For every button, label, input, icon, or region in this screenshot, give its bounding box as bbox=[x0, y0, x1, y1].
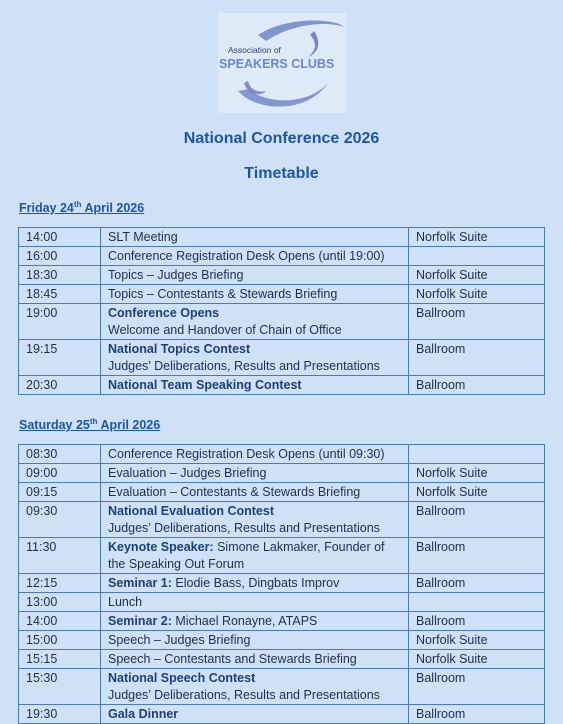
event-cell bbox=[101, 612, 409, 631]
venue-cell: Norfolk Suite bbox=[409, 285, 545, 304]
table-row bbox=[19, 445, 545, 464]
table-row bbox=[19, 266, 545, 285]
event-cell bbox=[101, 574, 409, 593]
schedule-table-saturday bbox=[18, 444, 545, 724]
table-row bbox=[19, 340, 545, 376]
page-title: National Conference 2026 bbox=[183, 130, 380, 147]
time-cell: 13:00 bbox=[19, 593, 101, 612]
event-cell bbox=[101, 669, 409, 705]
event-cell bbox=[101, 266, 409, 285]
table-row bbox=[19, 631, 545, 650]
table-row bbox=[19, 376, 545, 395]
event-title: SLT Meeting bbox=[108, 230, 178, 244]
event-title: Evaluation – Contestants & Stewards Briefing bbox=[108, 485, 361, 499]
table-row bbox=[19, 228, 545, 247]
table-row bbox=[19, 612, 545, 631]
event-title: Speech – Contestants and Stewards Briefing bbox=[108, 652, 357, 666]
event-title: Conference Registration Desk Opens (until 19:00) bbox=[108, 249, 385, 263]
event-title: Seminar 1: bbox=[108, 576, 172, 590]
time-cell: 11:30 bbox=[19, 538, 101, 574]
event-cell bbox=[101, 247, 409, 266]
venue-cell: Ballroom bbox=[409, 574, 545, 593]
venue-cell: Norfolk Suite bbox=[409, 228, 545, 247]
event-subtitle: Judges’ Deliberations, Results and Presentations bbox=[108, 359, 380, 373]
event-detail: Michael Ronayne, ATAPS bbox=[171, 614, 318, 628]
time-cell: 18:45 bbox=[19, 285, 101, 304]
time-cell: 09:15 bbox=[19, 483, 101, 502]
venue-cell: Ballroom bbox=[409, 538, 545, 574]
table-row bbox=[19, 483, 545, 502]
time-cell: 15:15 bbox=[19, 650, 101, 669]
day-heading-saturday: Saturday 25th April 2026 bbox=[19, 417, 161, 433]
table-row bbox=[19, 593, 545, 612]
event-title: Seminar 2: bbox=[108, 614, 172, 628]
event-title: Topics – Contestants & Stewards Briefing bbox=[108, 287, 338, 301]
event-cell bbox=[101, 650, 409, 669]
venue-cell: Norfolk Suite bbox=[409, 464, 545, 483]
table-row bbox=[19, 574, 545, 593]
association-logo bbox=[218, 13, 346, 113]
logo-line1: Association of bbox=[228, 45, 281, 55]
venue-cell: Ballroom bbox=[409, 669, 545, 705]
table-row bbox=[19, 502, 545, 538]
time-cell: 19:00 bbox=[19, 304, 101, 340]
time-cell: 15:00 bbox=[19, 631, 101, 650]
time-cell: 14:00 bbox=[19, 228, 101, 247]
event-title: Lunch bbox=[108, 595, 143, 609]
event-title: National Speech Contest bbox=[108, 671, 256, 685]
venue-cell: Norfolk Suite bbox=[409, 631, 545, 650]
venue-cell: Ballroom bbox=[409, 612, 545, 631]
event-detail: Simone Lakmaker, Founder of the Speaking Out Forum bbox=[108, 540, 385, 571]
event-title: Keynote Speaker: bbox=[108, 540, 214, 554]
time-cell: 14:00 bbox=[19, 612, 101, 631]
venue-cell: Norfolk Suite bbox=[409, 266, 545, 285]
table-row bbox=[19, 464, 545, 483]
event-title: Conference Registration Desk Opens (until 09:30) bbox=[108, 447, 385, 461]
time-cell: 09:00 bbox=[19, 464, 101, 483]
event-cell bbox=[101, 593, 409, 612]
event-title: Evaluation – Judges Briefing bbox=[108, 466, 267, 480]
time-cell: 19:15 bbox=[19, 340, 101, 376]
event-title: Speech – Judges Briefing bbox=[108, 633, 251, 647]
event-title: Topics – Judges Briefing bbox=[108, 268, 244, 282]
event-title: National Evaluation Contest bbox=[108, 504, 274, 518]
event-cell bbox=[101, 304, 409, 340]
time-cell: 16:00 bbox=[19, 247, 101, 266]
table-row bbox=[19, 669, 545, 705]
venue-cell: Ballroom bbox=[409, 304, 545, 340]
time-cell: 20:30 bbox=[19, 376, 101, 395]
venue-cell: Norfolk Suite bbox=[409, 650, 545, 669]
table-row bbox=[19, 538, 545, 574]
event-cell bbox=[101, 464, 409, 483]
page-subtitle: Timetable bbox=[244, 165, 319, 182]
event-cell bbox=[101, 631, 409, 650]
time-cell: 09:30 bbox=[19, 502, 101, 538]
venue-cell: Ballroom bbox=[409, 376, 545, 395]
time-cell: 12:15 bbox=[19, 574, 101, 593]
event-detail: Elodie Bass, Dingbats Improv bbox=[171, 576, 340, 590]
event-title: Gala Dinner bbox=[108, 707, 179, 721]
event-cell bbox=[101, 285, 409, 304]
event-cell bbox=[101, 483, 409, 502]
event-cell bbox=[101, 502, 409, 538]
event-cell bbox=[101, 340, 409, 376]
event-cell bbox=[101, 445, 409, 464]
time-cell: 19:30 bbox=[19, 705, 101, 724]
time-cell: 18:30 bbox=[19, 266, 101, 285]
venue-cell: Ballroom bbox=[409, 502, 545, 538]
venue-cell bbox=[409, 445, 545, 464]
venue-cell: Ballroom bbox=[409, 705, 545, 724]
day-heading-friday: Friday 24th April 2026 bbox=[19, 200, 145, 216]
schedule-table-friday bbox=[18, 227, 545, 395]
venue-cell: Norfolk Suite bbox=[409, 483, 545, 502]
time-cell: 15:30 bbox=[19, 669, 101, 705]
event-subtitle: Judges’ Deliberations, Results and Presentations bbox=[108, 521, 380, 535]
logo-line2: SPEAKERS CLUBS bbox=[219, 57, 335, 71]
venue-cell: Ballroom bbox=[409, 340, 545, 376]
table-row bbox=[19, 285, 545, 304]
time-cell: 08:30 bbox=[19, 445, 101, 464]
event-title: National Team Speaking Contest bbox=[108, 378, 302, 392]
venue-cell bbox=[409, 247, 545, 266]
event-cell bbox=[101, 538, 409, 574]
event-cell bbox=[101, 376, 409, 395]
event-subtitle: Judges’ Deliberations, Results and Presentations bbox=[108, 688, 380, 702]
event-title: Conference Opens bbox=[108, 306, 220, 320]
event-subtitle: Welcome and Handover of Chain of Office bbox=[108, 323, 342, 337]
venue-cell bbox=[409, 593, 545, 612]
table-row bbox=[19, 247, 545, 266]
event-title: National Topics Contest bbox=[108, 342, 251, 356]
table-row bbox=[19, 650, 545, 669]
table-row bbox=[19, 304, 545, 340]
event-cell bbox=[101, 228, 409, 247]
